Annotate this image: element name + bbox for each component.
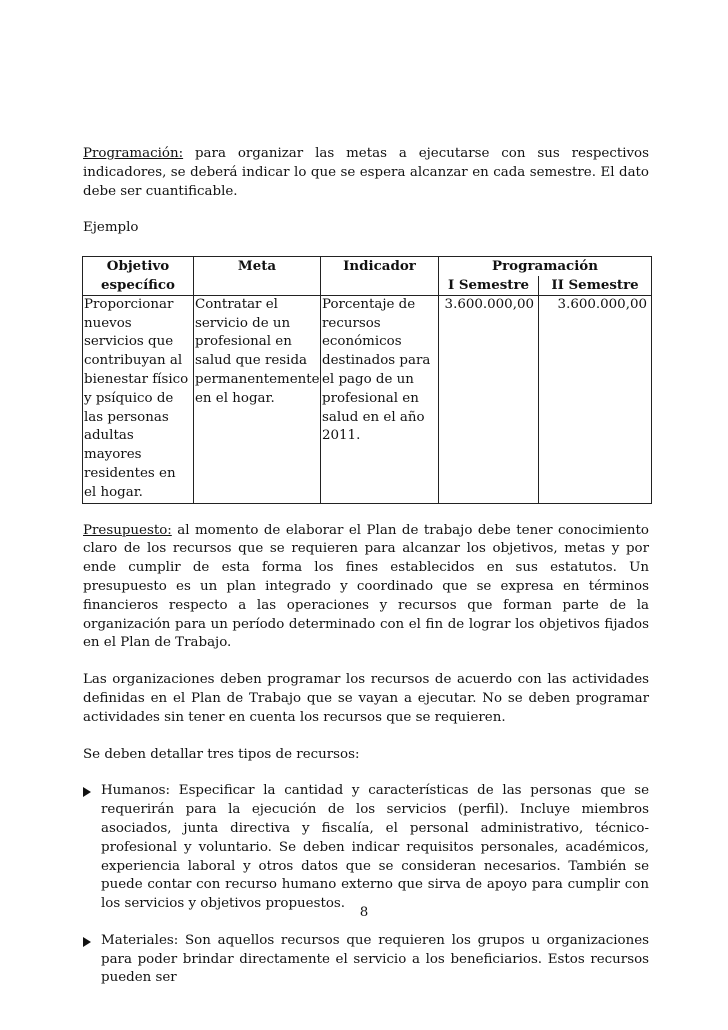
programacion-label: Programación: — [83, 146, 184, 161]
ejemplo-label: Ejemplo — [83, 220, 139, 236]
list-item — [83, 932, 649, 988]
page-number: 8 — [359, 905, 369, 920]
resource-list — [83, 782, 649, 988]
header-programacion: Programación — [439, 257, 652, 276]
tipos-paragraph: Se deben detallar tres tipos de recursos: — [83, 746, 360, 762]
cell-indicador: Porcentaje de recursos económicos destinados para el pago de un profesional en salud en el año 2011. — [321, 295, 439, 503]
table-row — [83, 295, 652, 503]
programacion-text: para organizar las metas a ejecutarse con sus respectivos indicadores, se deberá indicar lo que se espera alcanzar en cada semestre. El dato debe ser cuantificable. — [83, 146, 649, 199]
page-content — [83, 145, 649, 988]
organizaciones-paragraph: Las organizaciones deben programar los recursos de acuerdo con las actividades definidas en el Plan de Trabajo que se vayan a ejecutar. No se deben programar actividades sin tener en cuenta los recursos que se requieren. — [83, 672, 649, 725]
list-item — [83, 782, 649, 914]
cell-semestre-1: 3.600.000,00 — [439, 295, 539, 503]
presupuesto-label: Presupuesto: — [83, 522, 172, 538]
cell-semestre-2: 3.600.000,00 — [539, 295, 652, 503]
header-objetivo: Objetivo específico — [83, 257, 194, 296]
bullet-materiales: Materiales: Son aquellos recursos que requieren los grupos u organizaciones para poder brindar directamente el servicio a los beneficiarios. Estos recursos pueden ser — [101, 932, 649, 986]
arrow-bullet-icon — [83, 937, 91, 947]
programacion-paragraph — [83, 145, 649, 201]
header-indicador: Indicador — [321, 257, 439, 296]
example-table — [82, 256, 652, 503]
cell-objetivo: Proporcionar nuevos servicios que contribuyan al bienestar físico y psíquico de las personas adultas mayores residentes en el hogar. — [83, 295, 194, 503]
arrow-bullet-icon — [83, 787, 91, 797]
bullet-humanos: Humanos: Especificar la cantidad y características de las personas que se requerirán para la ejecución de los servicios (perfil). Incluye miembros asociados, junta directiva y fiscalía, el personal administrativo, técnico-profesional y voluntario. Se deben indicar requisitos personales, académicos, experiencia laboral y otros datos que se consideran necesarios. También se puede contar con recurso humano externo que sirva de apoyo para cumplir con los servicios y objetivos propuestos. — [101, 783, 649, 912]
header-meta: Meta — [194, 257, 321, 296]
header-semestre-1: I Semestre — [439, 276, 539, 295]
presupuesto-paragraph — [83, 522, 649, 654]
header-semestre-2: II Semestre — [539, 276, 652, 295]
presupuesto-text: al momento de elaborar el Plan de trabajo debe tener conocimiento claro de los recursos que se requieren para alcanzar los objetivos, metas y por ende cumplir de esta forma los fines establecidos en sus estatutos. Un presupuesto es un plan integrado y coordinado que se expresa en términos financieros respecto a las operaciones y recursos que forman parte de la organización para un período determinado con el fin de lograr los objetivos fijados en el Plan de Trabajo. — [83, 522, 649, 651]
cell-meta: Contratar el servicio de un profesional en salud que resida permanentemente en el hogar. — [194, 295, 321, 503]
